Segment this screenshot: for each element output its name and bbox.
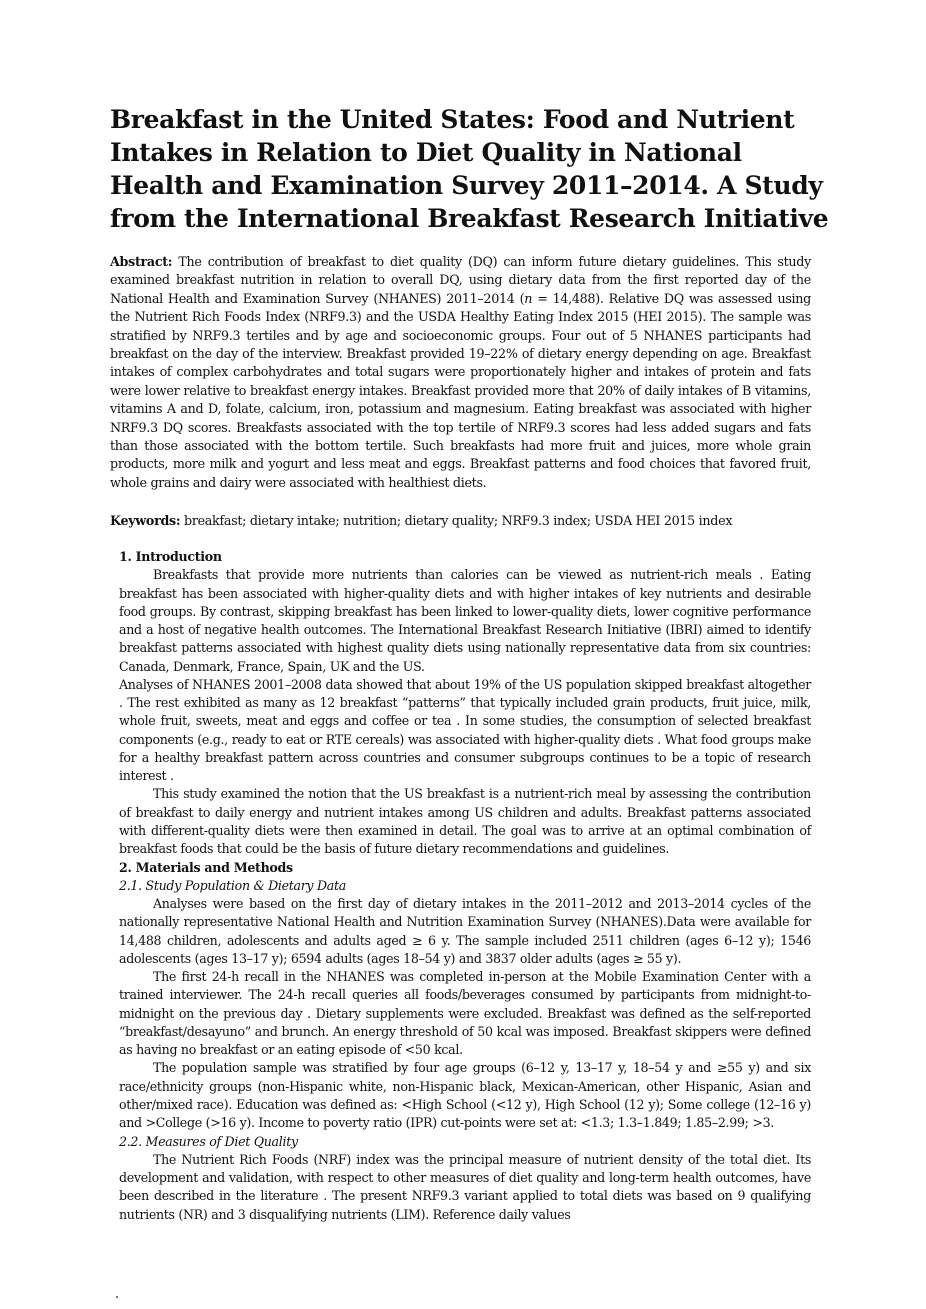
- methods-paragraph-2: The first 24-h recall in the NHANES was completed in-person at the Mobile Examination Center with a trained interviewer. The 24-h recall queries all foods/beverages consumed by participants from midnight-to-midnight on the previous day . Dietary supplements were excluded. Breakfast was defined as the self-reported “breakfast/desayuno” and brunch. An energy threshold of 50 kcal was imposed. Breakfast skippers were defined as having no breakfast or an eating episode of <50 kcal.: [119, 969, 811, 1058]
- abstract-label: Abstract:: [110, 254, 173, 269]
- introduction-paragraph-1: Breakfasts that provide more nutrients than calories can be viewed as nutrient-rich meals . Eating breakfast has been associated with higher-quality diets and with higher intakes of key nutrients and desirable food groups. By contrast, skipping breakfast has been linked to lower-quality diets, lower cognitive performance and a host of negative health outcomes. The International Breakfast Research Initiative (IBRI) aimed to identify breakfast patterns associated with highest quality diets using nationally representative data from six countries: Canada, Denmark, France, Spain, UK and the US.: [119, 567, 811, 674]
- subsection-2-1-heading: 2.1. Study Population & Dietary Data: [119, 877, 346, 893]
- abstract-n-symbol: n: [524, 290, 533, 306]
- abstract: [110, 253, 811, 492]
- introduction-heading: 1. Introduction: [119, 549, 222, 564]
- introduction-paragraph-2: Analyses of NHANES 2001–2008 data showed that about 19% of the US population skipped breakfast altogether . The rest exhibited as many as 12 breakfast “patterns” that typically included grain products, fruit juice, milk, whole fruit, sweets, meat and eggs and coffee or tea . In some studies, the consumption of selected breakfast components (e.g., ready to eat or RTE cereals) was associated with higher-quality diets . What food groups make for a healthy breakfast pattern across countries and consumer subgroups continues to be a topic of research interest .: [119, 676, 811, 784]
- paper-body: [119, 548, 811, 1224]
- methods-paragraph-3: The population sample was stratified by four age groups (6–12 y, 13–17 y, 18–54 y and ≥55 y) and six race/ethnicity groups (non-Hispanic white, non-Hispanic black, Mexican-American, other Hispanic, Asian and other/mixed race). Education was defined as: <High School (<12 y), High School (12 y); Some college (12–16 y) and >College (>16 y). Income to poverty ratio (IPR) cut-points were set at: <1.3; 1.3–1.849; 1.85–2.99; >3.: [119, 1060, 811, 1131]
- abstract-text-1: The contribution of breakfast to diet quality (DQ) can inform future dietary guidelines. This study examined breakfast nutrition in relation to overall DQ, using dietary data from the first reported day of the National Health and Examination Survey (NHANES) 2011–2014 (: [110, 254, 811, 306]
- methods-paragraph-1: Analyses were based on the first day of dietary intakes in the 2011–2012 and 2013–2014 cycles of the nationally representative National Health and Nutrition Examination Survey (NHANES).Data were available for 14,488 children, adolescents and adults aged ≥ 6 y. The sample included 2511 children (ages 6–12 y); 1546 adolescents (ages 13–17 y); 6594 adults (ages 18–54 y) and 3837 older adults (ages ≥ 55 y).: [119, 896, 811, 966]
- methods-heading: 2. Materials and Methods: [119, 859, 293, 875]
- abstract-text-2: = 14,488). Relative DQ was assessed using the Nutrient Rich Foods Index (NRF9.3) and the USDA Healthy Eating Index 2015 (HEI 2015). The sample was stratified by NRF9.3 tertiles and by age and socioeconomic groups. Four out of 5 NHANES participants had breakfast on the day of the interview. Breakfast provided 19–22% of dietary energy depending on age. Breakfast intakes of complex carbohydrates and total sugars were proportionately higher and intakes of protein and fats were lower relative to breakfast energy intakes. Breakfast provided more that 20% of daily intakes of B vitamins, vitamins A and D, folate, calcium, iron, potassium and magnesium. Eating breakfast was associated with higher NRF9.3 DQ scores. Breakfasts associated with the top tertile of NRF9.3 scores had less added sugars and fats than those associated with the bottom tertile. Such breakfasts had more fruit and juices, more whole grain products, more milk and yogurt and less meat and eggs. Breakfast patterns and food choices that favored fruit, whole grains and dairy were associated with healthiest diets.: [110, 290, 811, 490]
- paper-title: Breakfast in the United States: Food and Nutrient Intakes in Relation to Diet Quality in National Health and Examination Survey 2011–2014. A Study from the International Breakfast Research Initiative: [110, 105, 829, 233]
- keywords-label: Keywords:: [110, 513, 181, 528]
- keywords-text: breakfast; dietary intake; nutrition; dietary quality; NRF9.3 index; USDA HEI 2015 index: [180, 513, 733, 528]
- keywords: [110, 512, 811, 530]
- subsection-2-2-heading: 2.2. Measures of Diet Quality: [119, 1133, 298, 1149]
- page-mark: [116, 1296, 118, 1298]
- introduction-paragraph-3: This study examined the notion that the US breakfast is a nutrient-rich meal by assessing the contribution of breakfast to daily energy and nutrient intakes among US children and adults. Breakfast patterns associated with different-quality diets were then examined in detail. The goal was to arrive at an optimal combination of breakfast foods that could be the basis of future dietary recommendations and guidelines.: [119, 786, 811, 857]
- methods-paragraph-4: The Nutrient Rich Foods (NRF) index was the principal measure of nutrient density of the total diet. Its development and validation, with respect to other measures of diet quality and long-term health outcomes, have been described in the literature . The present NRF9.3 variant applied to total diets was based on 9 qualifying nutrients (NR) and 3 disqualifying nutrients (LIM). Reference daily values: [119, 1151, 811, 1222]
